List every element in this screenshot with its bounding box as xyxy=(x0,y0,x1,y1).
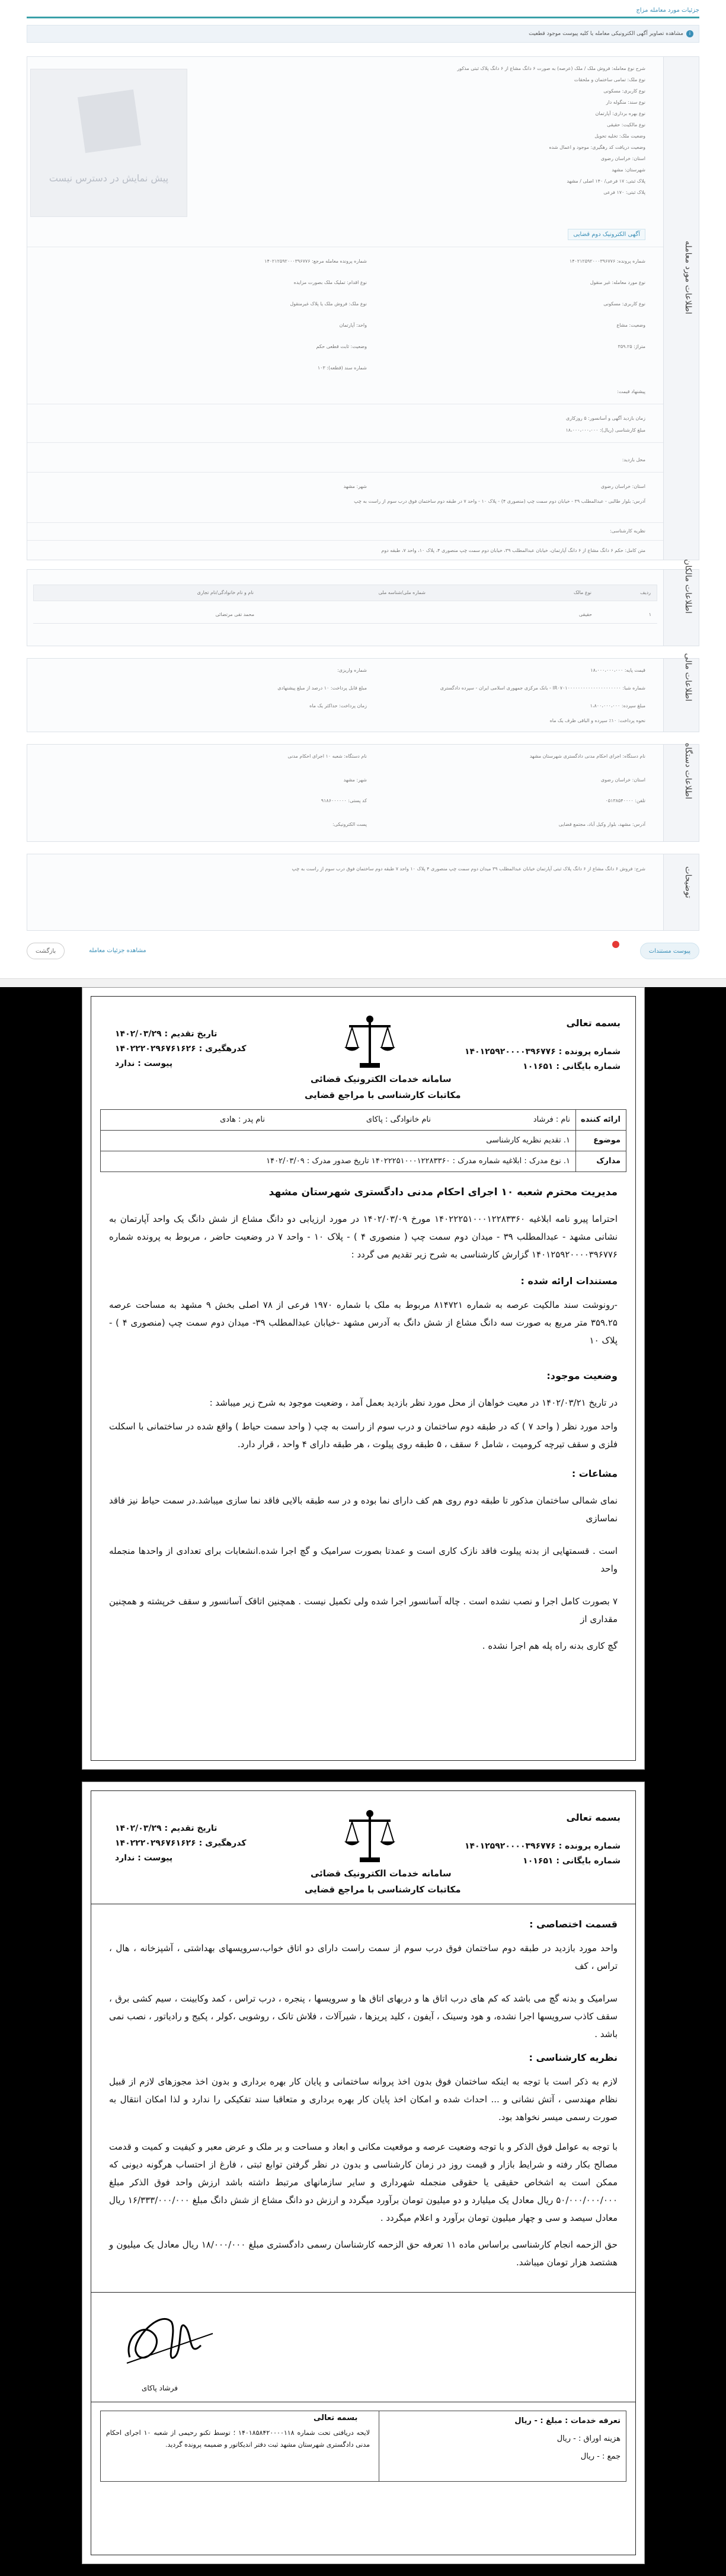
table-row xyxy=(33,607,657,624)
justice-scale-icon xyxy=(343,1014,396,1071)
address: آدرس: بلوار طالبی - عبدالمطلب ۳۹ - خیابان دوم سمت چپ (منصوری ۴) - پلاک ۱۰ - واحد ۷ در طبقه دوم ساختمان فوق درب سوم از راست به چپ xyxy=(354,499,645,504)
info-field: وضعیت: ثابت قطعی حکم xyxy=(316,344,367,349)
submitter-name: نام : فرشاد xyxy=(533,1115,570,1124)
reference-label: مدارک xyxy=(596,1157,621,1166)
document-page-1 xyxy=(82,987,645,1770)
case-number: شماره پرونده : ۱۴۰۱۲۵۹۲۰۰۰۰۳۹۶۷۷۶ xyxy=(464,1841,621,1851)
desc-line: نوع بهره برداری: آپارتمان xyxy=(595,111,645,116)
divider xyxy=(27,472,663,473)
device-branch: نام دستگاه: شعبه ۱۰ اجرای احکام مدنی xyxy=(287,754,367,759)
finance-payment-method: نحوه پرداخت: ۱۰٪ سپرده و الباقی ظرف یک ماه xyxy=(549,718,645,723)
desc-line: پلاک ثبتی: ۱۷ فرعی/ ۱۴۰ اصلی / مشهد xyxy=(567,178,645,184)
device-province: استان: خراسان رضوی xyxy=(600,777,645,783)
back-label: بازگشت xyxy=(36,948,56,955)
breadcrumb[interactable]: جزئیات مورد معامله مزاج xyxy=(636,7,699,14)
fee-title: تعرفه خدمات : مبلغ : - ریال xyxy=(514,2417,621,2425)
finance-pay-time: زمان پرداخت: حداکثر یک ماه xyxy=(309,703,367,708)
back-button[interactable] xyxy=(27,943,65,959)
expert-note-label: نظریه کارشناسی: xyxy=(610,528,645,534)
owner-name: محمد تقی مرتضائی xyxy=(215,612,254,617)
owners-col-type: نوع مالک xyxy=(574,590,591,595)
explain-panel xyxy=(27,854,699,931)
device-postal: کد پستی: ۹۱۸۶۰۰۰۰۰۰ xyxy=(321,798,367,803)
opinion-heading: نظریه کارشناسی : xyxy=(529,2052,618,2063)
owners-col-row: ردیف xyxy=(640,590,651,595)
desc-line: نوع ملک: تمامی ساختمان و ملحقات xyxy=(574,77,645,82)
private-heading: قسمت اختصاصی : xyxy=(529,1919,618,1930)
info-field: نوع ملک: فروش ملک یا پلاک غیرمنقول xyxy=(290,301,367,307)
tracking-code: کدرهگیری : ۱۴۰۲۲۲۰۲۹۶۷۶۱۶۲۶ xyxy=(115,1838,247,1848)
docs-heading: مستندات ارائه شده : xyxy=(520,1275,618,1287)
portal-section xyxy=(0,0,726,987)
device-phone: تلفن: ۰۵۱۳۸۵۴۰۰۰۰ xyxy=(605,798,645,803)
org-subtitle: مکاتبات کارشناسی با مراجع قضایی xyxy=(305,1090,461,1100)
notice-text: مشاهده تصاویر آگهی الکترونیکی معامله یا کلیه پیوست موجود قطعیت xyxy=(529,31,683,37)
case-number: شماره پرونده : ۱۴۰۱۲۵۹۲۰۰۰۰۳۹۶۷۷۶ xyxy=(464,1047,621,1056)
explain-side xyxy=(663,854,699,930)
info-field: شماره سند (قطعه): ۱۰۳ xyxy=(317,365,367,371)
divider xyxy=(27,442,663,443)
submitter-father: نام پدر : هادی xyxy=(220,1115,265,1124)
common-areas-paragraph-4: گچ کاری بدنه راه پله هم اجرا نشده . xyxy=(482,1640,618,1651)
owner-type: حقیقی xyxy=(578,612,592,617)
status-paragraph-2: واحد مورد نظر ( واحد ۷ ) که در طبقه دوم ساختمان و درب سوم از راست به چپ ( واحد سمت حیاط ) واقع شده در ساختمانی با اسکلت فلزی و سقف تیرچه کرومیت ، شامل ۶ سقف ، ۵ طبقه روی پیلوت ، هر طبقه دارای ۴ واحد ، قرار دارد. xyxy=(109,1421,618,1450)
e-notice-link[interactable]: آگهی الکترونیک دوم قضایی xyxy=(568,229,645,240)
status-heading: وضعیت موجود: xyxy=(546,1370,618,1381)
archive-number: شماره بایگانی : ۱۰۱۶۵۱ xyxy=(523,1856,621,1866)
info-field: متراژ: ۳۵۹.۲۵ xyxy=(618,344,645,349)
owners-col-id: شماره ملی/شناسه ملی xyxy=(378,590,426,595)
fee-papers: هزینه اوراق : - ریال xyxy=(557,2434,621,2443)
item-info-side-label: اطلاعات مورد معامله xyxy=(683,241,693,314)
offer-label: پیشنهاد قیمت: xyxy=(617,389,645,394)
info-field: نوع کاربری: مسکونی xyxy=(603,301,645,307)
table-line xyxy=(100,1130,626,1131)
bismillah: بسمه تعالی xyxy=(566,1017,621,1029)
tracking-code: کدرهگیری : ۱۴۰۲۲۲۰۲۹۶۷۶۱۶۲۶ xyxy=(115,1044,247,1054)
reference-value: ۱. نوع مدرک : ابلاغیه شماره مدرک : ۱۴۰۲۲۲۵۱۰۰۰۱۲۲۸۳۳۶۰ تاریخ صدور مدرک : ۱۴۰۲/۰۳/۰۹ xyxy=(266,1157,570,1166)
attachment-status: پیوست : ندارد xyxy=(115,1853,173,1863)
info-field: نوع مورد معامله: غیر منقول xyxy=(590,280,645,285)
common-areas-paragraph-1: نمای شمالی ساختمان مذکور تا طبقه دوم روی هم کف دارای نما بوده و در سه طبقه بالایی فاقد نما سازی میباشد.در سمت حیاط نیز فاقد نماسازی xyxy=(109,1495,618,1524)
info-field: وضعیت: مشاع xyxy=(616,323,645,328)
visit-time: زمان بازدید آگهی و آسانسور: ۵ روزکاری xyxy=(565,416,645,421)
footer-bismillah: بسمه تعالی xyxy=(314,2414,358,2422)
desc-line: شهرستان: مشهد xyxy=(612,167,645,173)
item-info-panel xyxy=(27,56,699,560)
desc-line: شرح نوع معامله: فروش ملک / ملک (عرصه) به صورت ۶ دانگ مشاع از ۶ دانگ پلاک ثبتی مذکور xyxy=(457,66,645,71)
receipt-note: لایحه دریافتی تحت شماره ۱۴۰۱۸۵۸۴۲۰۰۰۰۱۱۸ ؛ توسط تکنو رحیمی از شعبه ۱۰ اجرای احکام مدنی دادگستری شهرستان مشهد ثبت دفتر اندیکاتور و ضمیمه پرونده گردید. xyxy=(106,2429,370,2449)
attachment-status: پیوست : ندارد xyxy=(115,1059,173,1068)
province: استان: خراسان رضوی xyxy=(600,484,645,489)
opinion-paragraph-3: حق الزحمه انجام کارشناسی براساس ماده ۱۱ تعرفه حق الزحمه کارشناسان رسمی دادگستری مبلغ ۱۸/۰۰۰/۰۰۰ ریال معادل یک میلیون و هشتصد هزار تومان میباشد. xyxy=(109,2239,618,2268)
explain-side-label: توضیحات xyxy=(683,866,693,898)
bismillah: بسمه تعالی xyxy=(566,1812,621,1823)
private-paragraph-1: واحد مورد بازدید در طبقه دوم ساختمان فوق درب سوم از سمت راست دارای دو اتاق خواب،سرویسهای بهداشتی ، آشپزخانه ، هال ، تراس ، کف xyxy=(109,1943,618,1971)
desc-line: پلاک ثبتی: ۱۷۰ فرعی xyxy=(603,190,645,195)
common-areas-paragraph-2: است . قسمتهایی از بدنه پیلوت فاقد نازک کاری است و عمدتا بصورت سرامیک و گچ اجرا شده.انشعابات برای تعدادی از واحدها منجمله واحد xyxy=(109,1546,618,1574)
device-address: آدرس: مشهد، بلوار وکیل آباد، مجتمع قضایی xyxy=(558,822,645,827)
title-underline xyxy=(27,17,699,18)
info-field: نوع اقدام: تملیک ملک بصورت مزایده xyxy=(293,280,367,285)
expert-amount: مبلغ کارشناسی (ریال): ۱۸،۰۰۰،۰۰۰،۰۰۰ xyxy=(565,427,645,433)
finance-side-label: اطلاعات مالی xyxy=(683,653,693,701)
desc-line: نوع سند: منگوله دار xyxy=(606,100,645,105)
notice-bar xyxy=(27,25,699,43)
org-title: سامانه خدمات الکترونیک قضائی xyxy=(311,1074,452,1084)
owners-panel xyxy=(27,559,699,646)
owners-side-label: اطلاعات مالکان xyxy=(683,559,693,614)
explain-text: شرح: فروش ۶ دانگ مشاع از ۶ دانگ پلاک ثبتی آپارتمان خیابان عبدالمطلب ۳۹ میدان دوم سمت چپ منصوری ۴ پلاک ۱۰ واحد ۷ طبقه دوم ساختمان فوق درب سوم از راست به چپ xyxy=(292,866,645,872)
device-panel xyxy=(27,744,699,842)
addressee: مدیریت محترم شعبه ۱۰ اجرای احکام مدنی دادگستری شهرستان مشهد xyxy=(268,1186,618,1198)
divider xyxy=(27,540,663,541)
justice-scale-icon xyxy=(343,1809,396,1865)
device-city: شهر: مشهد xyxy=(343,777,367,783)
visit-place: محل بازدید: xyxy=(622,457,645,462)
desc-line: وضعیت دریافت کد رهگیری: موجود و اعمال شده xyxy=(549,145,645,150)
info-field: شماره پرونده: ۱۴۰۲۱۲۵۹۲۰۰۰۳۹۶۷۷۶ xyxy=(569,258,645,264)
owners-col-name: نام و نام خانوادگی/نام تجاری xyxy=(197,590,254,595)
signature xyxy=(118,2298,225,2381)
finance-deposit-no: شماره واریزی: xyxy=(337,668,367,673)
document-viewer xyxy=(0,987,726,2576)
owner-row-number: ۱ xyxy=(648,612,651,617)
signer-name: فرشاد پاکای xyxy=(142,2384,178,2392)
device-side xyxy=(663,742,699,841)
finance-deposit: مبلغ سپرده: ۱،۸۰۰،۰۰۰،۰۰۰ xyxy=(590,703,645,708)
subject-label: موضوع xyxy=(593,1136,621,1145)
info-field: شماره پرونده معامله مرجع: ۱۴۰۲۱۲۵۹۲۰۰۰۳۹۶۷۷۶ xyxy=(264,258,367,264)
device-email: پست الکترونیکی: xyxy=(332,822,367,827)
fee-total: جمع : - ریال xyxy=(580,2452,621,2461)
info-field: واحد: آپارتمان xyxy=(339,323,367,328)
device-side-label: اطلاعات دستگاه xyxy=(683,742,693,799)
docs-paragraph: -رونوشت سند مالکیت عرصه به شماره ۸۱۴۷۲۱ مربوط به ملک با شماره ۱۹۷۰ فرعی از ۷۸ اصلی بخش ۹ مشهد به مساحت عرصه ۳۵۹.۲۵ متر مربع به صورت سه دانگ مشاع از شش دانگ به آدرس مشهد -خیابان عبدالمطلب ۳۹- میدان دوم سمت چپ (منصوری ۴ ) - پلاک ۱۰ xyxy=(109,1300,618,1346)
org-subtitle: مکاتبات کارشناسی با مراجع قضایی xyxy=(305,1884,461,1895)
finance-side xyxy=(663,653,699,732)
finance-base-price: قیمت پایه: ۱۸،۰۰۰،۰۰۰،۰۰۰ xyxy=(590,668,645,673)
opinion-paragraph-2: با توجه به عوامل فوق الذکر و با توجه وضعیت عرصه و موقعیت مکانی و ابعاد و مساحت و بر ملک و عرض معبر و کیفیت و کمیت و قدمت مصالح بکار رفته و شرایط بازار و قیمت روز در زمان کارشناسی و بدون در نظر گرفتن توابع ثبتی ، فارغ از احتساب هرگونه دیونی که ممکن است به اشخاص حقیقی یا حقوقی منجمله شهرداری و سایر سازمانهای مرتبط داشته باشد ارزش واحد فوق الذکر مبلغ ۵۰/۰۰۰/۰۰۰/۰۰۰ ریال معادل یک میلیارد و دو میلیون تومان برآورد میگردد و ارزش دو دانگ مشاع از شش دانگ مبلغ ۱۶/۳۳۳/۰۰۰/۰۰۰ ریال معادل سیصد و سی و چهار میلیون تومان برآورد و اعلام میگردد . xyxy=(109,2141,618,2223)
private-paragraph-2: سرامیک و بدنه گچ می باشد که کم های درب اتاق ها و دربهای اتاق ها و سرویسها ، پنجره ، درب تراس ، کمد وکابینت ، سیم کشی برق ، سقف کاذب سرویسها اجرا نشده، و هود وسینک ، آیفون ، کلید پریزها ، شیرآلات ، فلاش تانک ، روشویی ،کولر ، پکیج و رادیاتور ، نصب نمی باشد . xyxy=(109,1993,618,2039)
common-areas-heading: مشاعات : xyxy=(571,1468,618,1479)
finance-payable: مبلغ قابل پرداخت: ۱۰ درصد از مبلغ پیشنهادی xyxy=(277,685,367,691)
badge xyxy=(612,941,619,948)
device-name: نام دستگاه: اجرای احکام مدنی دادگستری شهرستان مشهد xyxy=(529,754,645,759)
submit-date: تاریخ تقدیم : ۱۴۰۲/۰۳/۲۹ xyxy=(115,1824,218,1833)
desc-line: نوع کاربری: مسکونی xyxy=(603,88,645,94)
desc-line: نوع مالکیت: حقیقی xyxy=(607,122,645,127)
intro-paragraph: احتراما پیرو نامه ابلاغیه ۱۴۰۲۲۲۵۱۰۰۰۱۲۲۸۳۳۶۰ مورخ ۱۴۰۲/۰۳/۰۹ در مورد ارزیابی دو دانگ مشاع از شش دانگ یک واحد آپارتمان به نشانی مشهد - عبدالمطلب ۳۹ - میدان دوم سمت چپ ( منصوری ۴ ) - پلاک ۱۰ - واحد ۷ در وضعیت حاضر ، مربوط به پرونده شماره ۱۴۰۱۲۵۹۲۰۰۰۰۳۹۶۷۷۶ گزارش کارشناسی به شرح زیر تقدیم می گردد : xyxy=(109,1214,618,1260)
finance-sheba: شماره شبا: IR۰۷۰۱۰۰۰۰۰۰۰۰۰۰۰۰۰۰۰۰۰۰۰۰۰ - بانک مرکزی جمهوری اسلامی ایران - سپرده دادگستری xyxy=(440,685,645,691)
view-details-link[interactable]: مشاهده جزئیات معامله xyxy=(89,947,146,954)
document-page-2 xyxy=(82,1782,645,2564)
info-icon: i xyxy=(686,30,693,37)
owners-table-header xyxy=(33,585,657,601)
full-description: متن کامل: حکم ۶ دانگ مشاع از ۶ دانگ آپارتمان، خیابان عبدالمطلب ۳۹، خیابان دوم سمت چپ منصوری ۴، پلاک ۱۰، واحد ۷، طبقه دوم xyxy=(381,548,645,553)
item-info-side xyxy=(663,57,699,560)
org-title: سامانه خدمات الکترونیک قضائی xyxy=(311,1868,452,1879)
desc-line: وضعیت ملک: تخلیه تحویل xyxy=(594,133,645,139)
finance-panel xyxy=(27,653,699,732)
divider xyxy=(27,522,663,523)
gavel-image-icon xyxy=(78,90,141,153)
submitter-family: نام خانوادگی : پاکای xyxy=(366,1115,431,1124)
subject-value: ۱. تقدیم نظریه کارشناسی xyxy=(486,1136,570,1145)
attachments-button[interactable] xyxy=(640,943,699,959)
status-paragraph-1: در تاریخ ۱۴۰۲/۰۳/۲۱ در معیت خواهان از محل مورد نظر بازدید بعمل آمد ، وضعیت موجود به شرح زیر میباشد : xyxy=(209,1397,618,1408)
archive-number: شماره بایگانی : ۱۰۱۶۵۱ xyxy=(523,1062,621,1071)
attachments-label: پیوست مستندات xyxy=(648,948,690,955)
opinion-paragraph-1: لازم به ذکر است با توجه به اینکه ساختمان فوق بدون اخذ پروانه ساختمانی و پایان کار بهره برداری و بدون اخذ مجوزهای لازم از قبیل نظام مهندسی ، آتش نشانی و ... احداث شده و امکان اخذ پایان کار بهره برداری و متعاقبا سند تفکیکی را ندارد و لذا امکان انتقال به صورت رسمی میسر نخواهد بود. xyxy=(109,2076,618,2122)
no-image-label: پیش نمایش در دسترس نیست xyxy=(49,173,169,184)
owners-side xyxy=(663,559,699,646)
submit-date: تاریخ تقدیم : ۱۴۰۲/۰۳/۲۹ xyxy=(115,1029,218,1039)
desc-line: استان: خراسان رضوی xyxy=(600,156,645,161)
no-image-placeholder xyxy=(30,69,187,217)
section-line xyxy=(91,2292,636,2293)
common-areas-paragraph-3: ۷ بصورت کامل اجرا و نصب نشده است . چاله آسانسور اجرا شده ولی تکمیل نیست . همچنین اتاقک آسانسور و سقف خرپشته و همچنین مقداری از xyxy=(109,1596,618,1624)
city: شهر: مشهد xyxy=(343,484,367,489)
table-line xyxy=(575,1109,576,1172)
submitter-label: ارائه کننده xyxy=(580,1115,621,1124)
